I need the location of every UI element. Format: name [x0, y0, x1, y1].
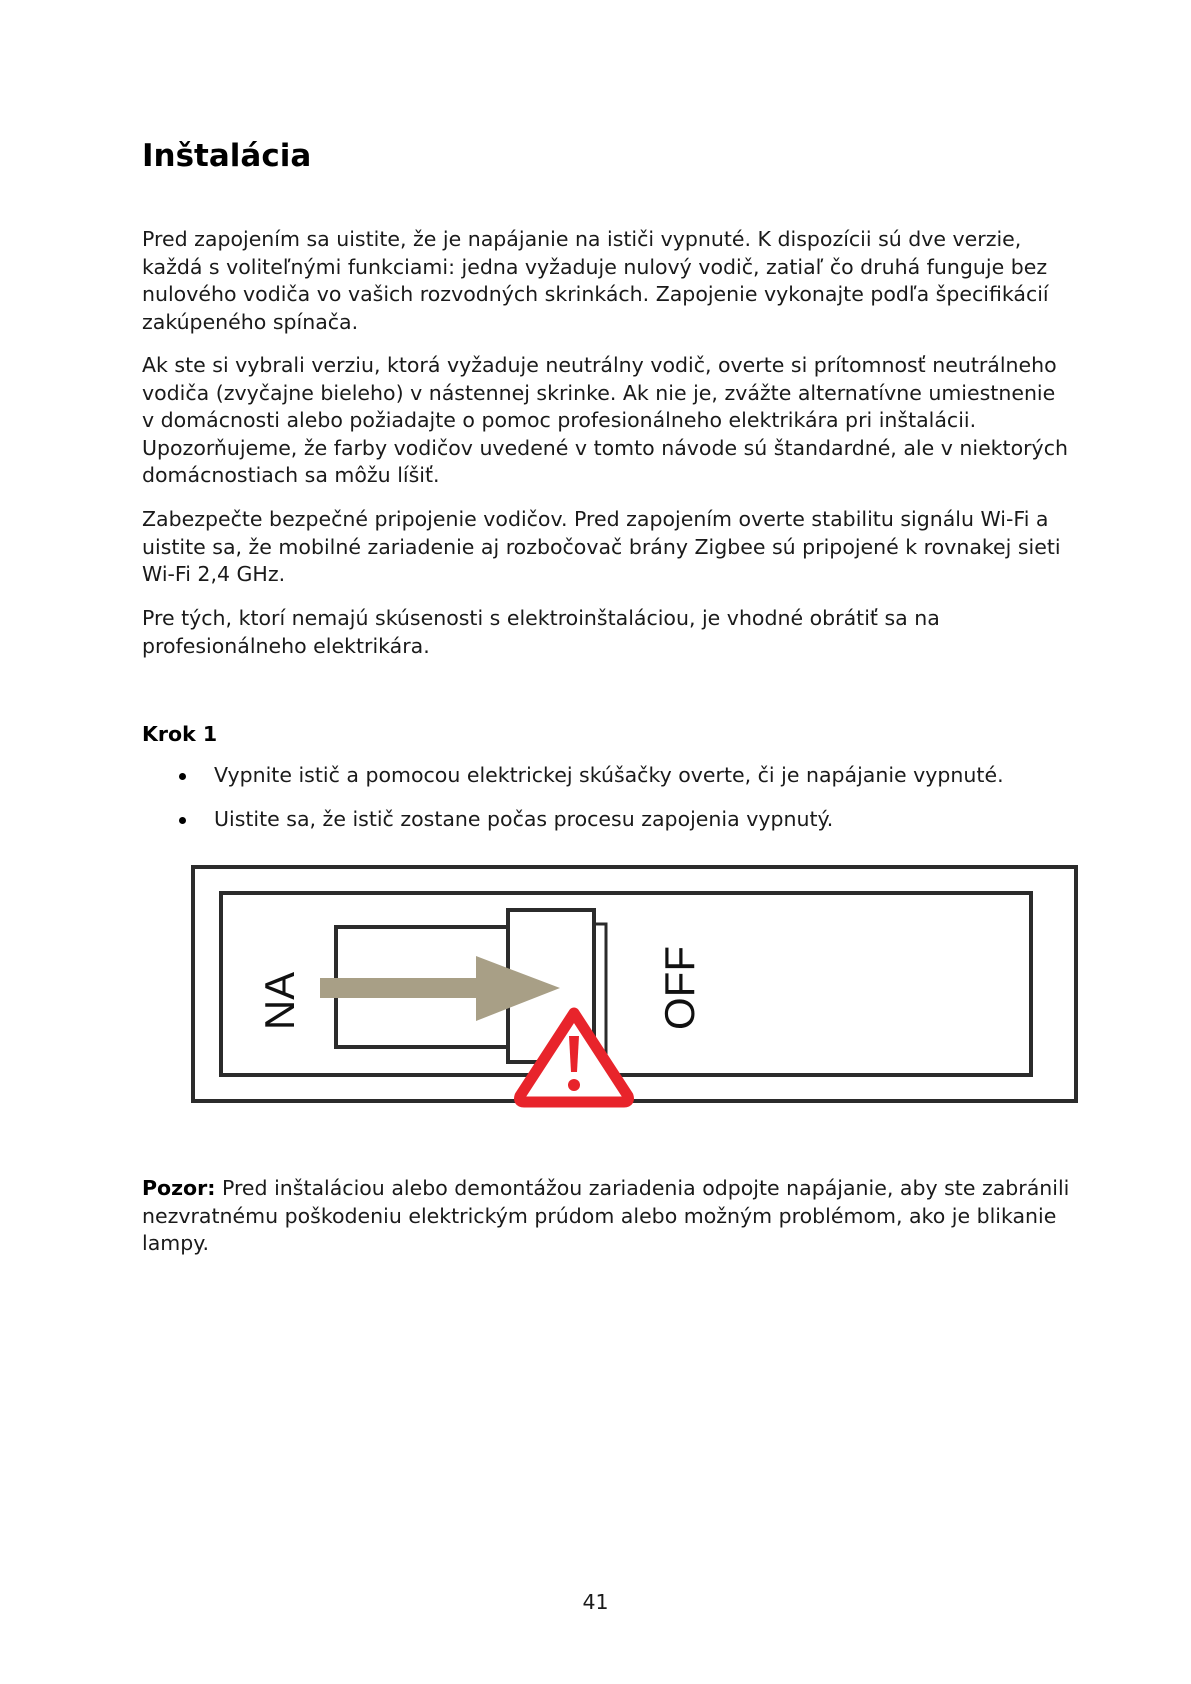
page-number: 41 [582, 1590, 609, 1614]
bullet-icon [179, 817, 186, 824]
caution-label: Pozor: [142, 1176, 216, 1200]
paragraph-secure-connection: Zabezpečte bezpečné pripojenie vodičov. Pred zapojením overte stabilitu signálu Wi-Fi a uistite sa, že mobilné zariadenie aj rozbočovač brány Zigbee sú pripojené k rovnakej sieti Wi-Fi 2,4 GHz. [142, 507, 1061, 586]
caution-note [142, 1175, 1072, 1258]
step-1-heading: Krok 1 [142, 722, 218, 746]
page-title: Inštalácia [142, 138, 312, 174]
label-off: OFF [656, 946, 703, 1030]
list-item [142, 806, 1072, 833]
step-1-bullet-list [142, 762, 1072, 850]
list-item [142, 762, 1072, 789]
caution-text: Pred inštaláciou alebo demontážou zariadenia odpojte napájanie, aby ste zabránili nezvratnému poškodeniu elektrickým prúdom alebo možným problémom, ako je blikanie lampy. [142, 1176, 1070, 1255]
label-on: NA [256, 971, 303, 1031]
breaker-switch-diagram [190, 864, 1082, 1116]
paragraph-professional-help: Pre tých, ktorí nemajú skúsenosti s elektroinštaláciou, je vhodné obrátiť sa na profesionálneho elektrikára. [142, 606, 940, 658]
paragraph-power-off: Pred zapojením sa uistite, že je napájanie na ističi vypnuté. K dispozícii sú dve verzie, každá s voliteľnými funkciami: jedna vyžaduje nulový vodič, zatiaľ čo druhá funguje bez nulového vodiča vo vašich rozvodných skrinkách. Zapojenie vykonajte podľa špecifikácií zakúpeného spínača. [142, 227, 1049, 334]
bullet-icon [179, 773, 186, 780]
paragraph-neutral-wire: Ak ste si vybrali verziu, ktorá vyžaduje neutrálny vodič, overte si prítomnosť neutrálneho vodiča (zvyčajne bieleho) v nástennej skrinke. Ak nie je, zvážte alternatívne umiestnenie v domácnosti alebo požiadajte o pomoc profesionálneho elektrikára pri inštalácii. Upozorňujeme, že farby vodičov uvedené v tomto návode sú štandardné, ale v niektorých domácnostiach sa môžu líšiť. [142, 353, 1068, 487]
list-item-text: Uistite sa, že istič zostane počas procesu zapojenia vypnutý. [214, 807, 834, 831]
list-item-text: Vypnite istič a pomocou elektrickej skúšačky overte, či je napájanie vypnuté. [214, 763, 1004, 787]
